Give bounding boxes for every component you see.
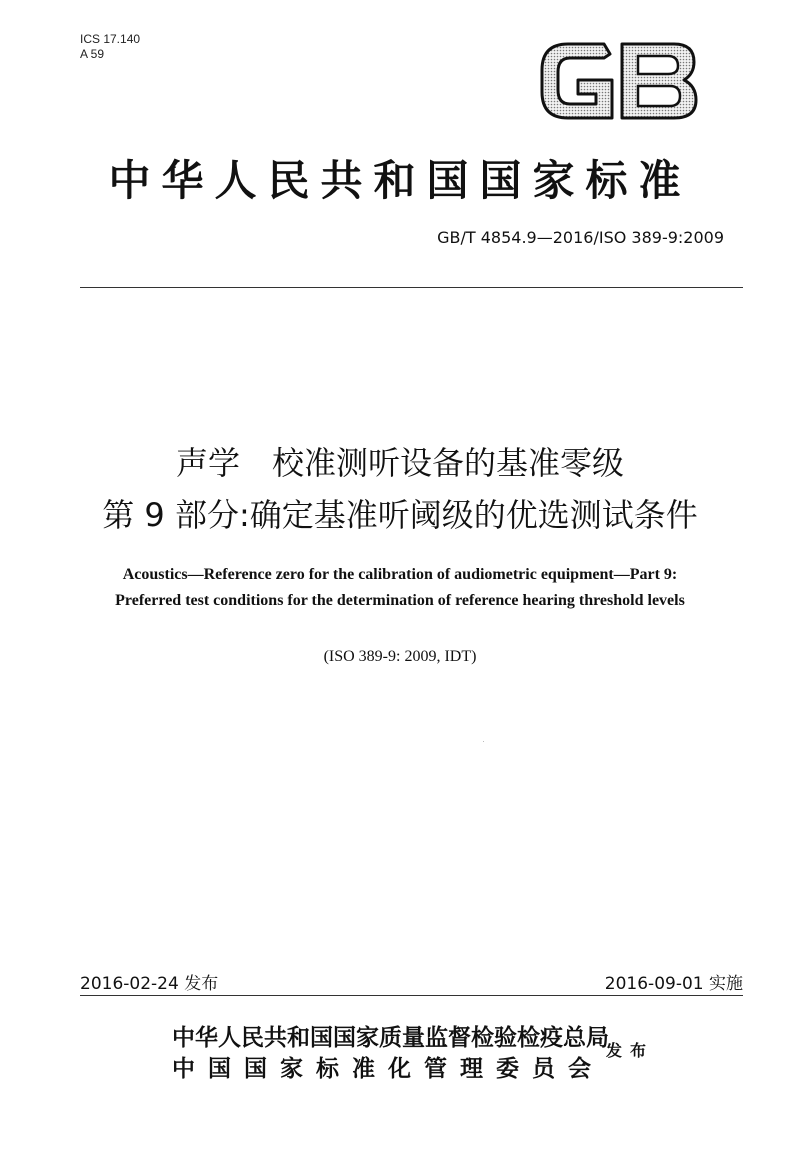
scan-speck <box>483 741 484 742</box>
publish-label: 发布 <box>606 1041 655 1060</box>
ccs-code: A 59 <box>80 47 105 61</box>
chinese-title-line-2: 第 9 部分:确定基准听阈级的优选测试条件 <box>102 496 698 534</box>
chinese-title-line-1: 声学 校准测听设备的基准零级 <box>175 444 624 482</box>
iso-equivalence: (ISO 389-9: 2009, IDT) <box>323 648 477 665</box>
national-standard-title: 中华人民共和国国家标准 <box>108 156 692 205</box>
footer-divider <box>80 995 743 996</box>
issuer-line-1: 中华人民共和国国家质量监督检验检疫总局 <box>172 1024 609 1051</box>
implementation-date: 2016-09-01 实施 <box>604 974 743 994</box>
english-title-line-2: Preferred test conditions for the determination of reference hearing threshold levels <box>115 592 685 609</box>
issuer-line-2: 中国国家标准化管理委员会 <box>172 1055 604 1082</box>
issue-date: 2016-02-24 发布 <box>80 974 219 994</box>
ics-code: ICS 17.140 <box>80 32 141 46</box>
gb-logo <box>538 40 698 122</box>
header-divider <box>80 287 743 288</box>
standard-number: GB/T 4854.9—2016/ISO 389-9:2009 <box>437 228 724 247</box>
classification-codes <box>80 32 140 62</box>
english-title-line-1: Acoustics—Reference zero for the calibration of audiometric equipment—Part 9: <box>122 566 678 583</box>
